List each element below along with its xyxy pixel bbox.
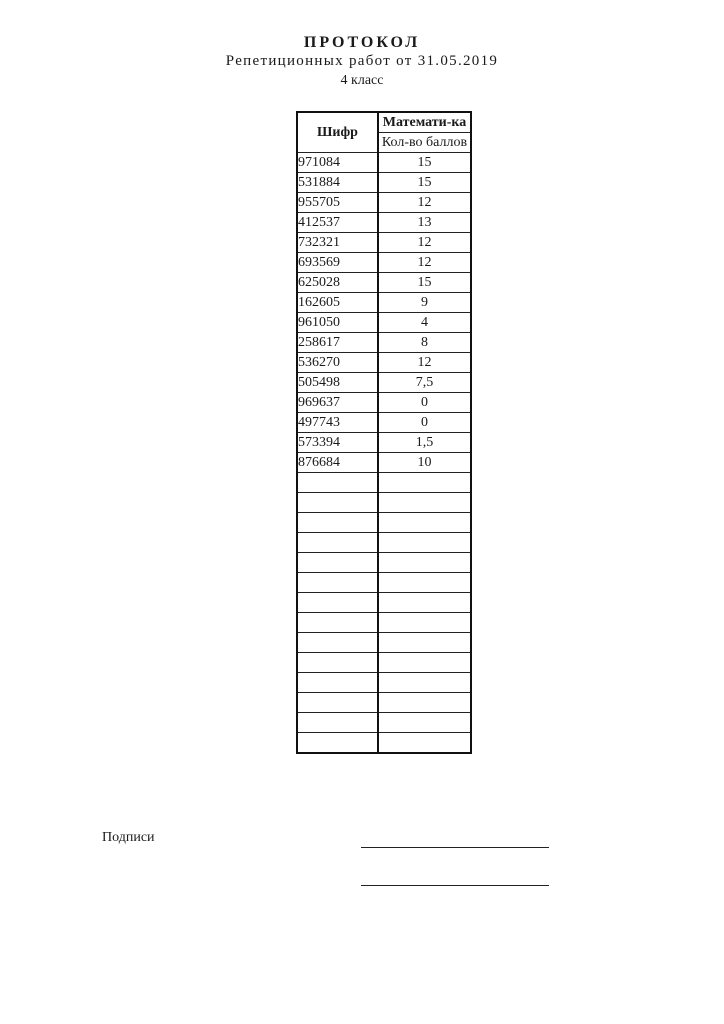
- table-body: [297, 153, 471, 754]
- table-row: [297, 533, 471, 553]
- score-cell: [378, 513, 471, 533]
- code-cell: 876684: [297, 453, 378, 473]
- table-row: [297, 233, 471, 253]
- code-cell: 162605: [297, 293, 378, 313]
- code-cell: [297, 613, 378, 633]
- code-cell: [297, 553, 378, 573]
- table-row: [297, 733, 471, 754]
- table-row: [297, 253, 471, 273]
- table-row: [297, 593, 471, 613]
- table-row: [297, 173, 471, 193]
- table-row: [297, 373, 471, 393]
- table-row: [297, 433, 471, 453]
- table-row: [297, 493, 471, 513]
- score-cell: 13: [378, 213, 471, 233]
- score-cell: 12: [378, 253, 471, 273]
- score-cell: 0: [378, 413, 471, 433]
- document-title: ПРОТОКОЛ: [303, 34, 421, 51]
- table-row: [297, 653, 471, 673]
- code-cell: 969637: [297, 393, 378, 413]
- code-cell: 625028: [297, 273, 378, 293]
- score-cell: 15: [378, 273, 471, 293]
- code-cell: [297, 653, 378, 673]
- score-cell: 1,5: [378, 433, 471, 453]
- score-cell: [378, 533, 471, 553]
- code-cell: 412537: [297, 213, 378, 233]
- score-cell: 12: [378, 193, 471, 213]
- table-row: [297, 313, 471, 333]
- score-cell: 9: [378, 293, 471, 313]
- table-row: [297, 413, 471, 433]
- score-cell: 7,5: [378, 373, 471, 393]
- code-cell: 961050: [297, 313, 378, 333]
- document-subtitle: Репетиционных работ от 31.05.2019: [225, 53, 499, 69]
- table-row: [297, 553, 471, 573]
- score-cell: [378, 733, 471, 754]
- code-cell: [297, 533, 378, 553]
- score-cell: [378, 553, 471, 573]
- table-row: [297, 213, 471, 233]
- code-cell: 732321: [297, 233, 378, 253]
- table-row: [297, 573, 471, 593]
- score-cell: 0: [378, 393, 471, 413]
- grade-label: 4 класс: [340, 73, 384, 88]
- score-cell: [378, 613, 471, 633]
- signatures-label: Подписи: [102, 830, 155, 845]
- table-row: [297, 453, 471, 473]
- score-cell: [378, 673, 471, 693]
- code-column-header: Шифр: [297, 112, 378, 153]
- score-cell: [378, 633, 471, 653]
- code-cell: 693569: [297, 253, 378, 273]
- code-cell: [297, 733, 378, 754]
- table-row: [297, 153, 471, 173]
- subject-column-header: Математи-ка: [378, 112, 471, 133]
- score-cell: 12: [378, 233, 471, 253]
- code-cell: [297, 513, 378, 533]
- score-cell: 15: [378, 153, 471, 173]
- table-row: [297, 333, 471, 353]
- code-cell: [297, 693, 378, 713]
- signature-line: [361, 847, 549, 848]
- table-row: [297, 353, 471, 373]
- code-cell: 536270: [297, 353, 378, 373]
- code-cell: [297, 473, 378, 493]
- code-cell: 531884: [297, 173, 378, 193]
- score-cell: [378, 473, 471, 493]
- table-row: [297, 713, 471, 733]
- score-cell: [378, 493, 471, 513]
- score-cell: 15: [378, 173, 471, 193]
- table-row: [297, 673, 471, 693]
- table-row: [297, 393, 471, 413]
- score-cell: [378, 653, 471, 673]
- table-row: [297, 273, 471, 293]
- code-cell: 497743: [297, 413, 378, 433]
- results-table: [296, 111, 472, 754]
- code-cell: [297, 713, 378, 733]
- score-cell: 10: [378, 453, 471, 473]
- code-cell: [297, 633, 378, 653]
- score-cell: 12: [378, 353, 471, 373]
- code-cell: 505498: [297, 373, 378, 393]
- code-cell: 258617: [297, 333, 378, 353]
- score-cell: [378, 593, 471, 613]
- points-column-header: Кол-во баллов: [378, 133, 471, 153]
- table-row: [297, 513, 471, 533]
- score-cell: 4: [378, 313, 471, 333]
- score-cell: [378, 573, 471, 593]
- code-cell: 971084: [297, 153, 378, 173]
- score-cell: [378, 713, 471, 733]
- score-cell: [378, 693, 471, 713]
- signature-line: [361, 885, 549, 886]
- code-cell: [297, 573, 378, 593]
- code-cell: [297, 673, 378, 693]
- table-row: [297, 633, 471, 653]
- code-cell: 955705: [297, 193, 378, 213]
- code-cell: [297, 493, 378, 513]
- table-row: [297, 693, 471, 713]
- header-row: [297, 112, 471, 133]
- code-cell: [297, 593, 378, 613]
- table-row: [297, 613, 471, 633]
- table-row: [297, 193, 471, 213]
- table-row: [297, 293, 471, 313]
- table-row: [297, 473, 471, 493]
- code-cell: 573394: [297, 433, 378, 453]
- score-cell: 8: [378, 333, 471, 353]
